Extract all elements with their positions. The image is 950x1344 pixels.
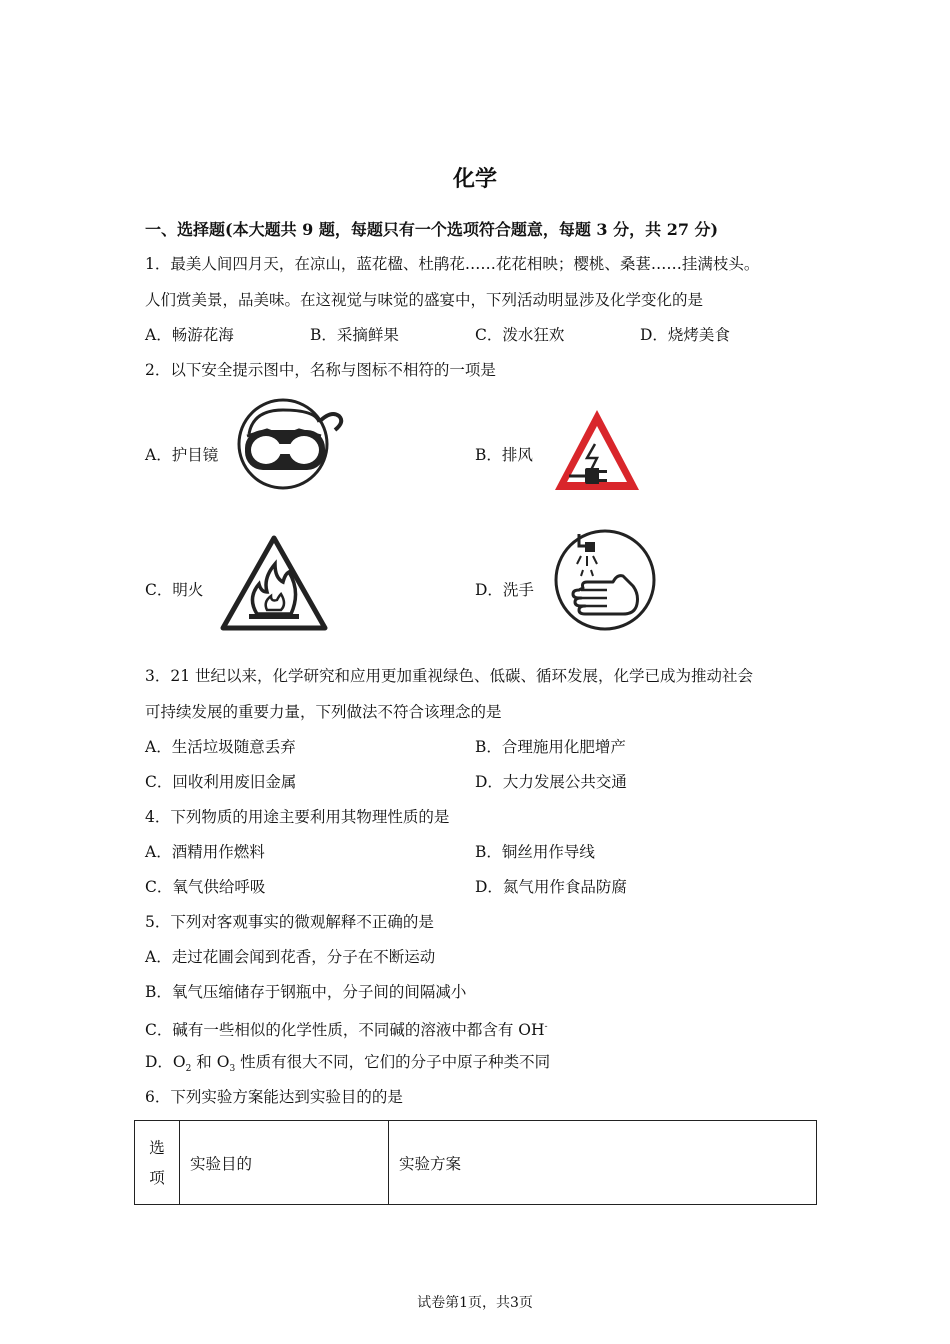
q3-option-d: D．大力发展公共交通 [475,773,627,791]
q1-option-a: A．畅游花海 [145,326,234,344]
q5-option-d-mid: 和 O [191,1053,230,1071]
header-option: 选项 [135,1121,180,1205]
hydroxide-charge: - [544,1022,548,1032]
q2-stem: 2．以下安全提示图中，名称与图标不相符的一项是 [145,361,496,379]
q3-stem-line2: 可持续发展的重要力量，下列做法不符合该理念的是 [145,703,502,721]
q5-option-d [145,1052,550,1079]
q4-stem: 4．下列物质的用途主要利用其物理性质的是 [145,808,450,826]
q3-option-c: C．回收利用废旧金属 [145,773,297,791]
q1-stem-line2: 人们赏美景，品美味。在这视觉与味觉的盛宴中，下列活动明显涉及化学变化的是 [145,291,704,309]
o2-subscript: 2 [185,1064,192,1075]
q5-option-d-pre: D．O [145,1053,186,1071]
q5-option-d-post: 性质有很大不同，它们的分子中原子种类不同 [235,1053,551,1071]
hand-washing-icon [551,528,659,632]
table-header-row [135,1121,817,1205]
open-flame-warning-icon [219,534,329,632]
q2-option-d: D．洗手 [475,581,534,599]
q5-option-b: B．氧气压缩储存于钢瓶中，分子间的间隔减小 [145,983,467,1001]
q2-option-b: B．排风 [475,446,533,464]
q4-option-a: A．酒精用作燃料 [145,843,265,861]
q1-option-d: D．烧烤美食 [640,326,730,344]
page-footer: 试卷第1页，共3页 [417,1295,533,1311]
q4-option-b: B．铜丝用作导线 [475,843,595,861]
q5-option-c-text: C．碱有一些相似的化学性质，不同碱的溶液中都含有 OH [145,1021,545,1040]
q5-option-c [145,1017,548,1040]
q3-option-b: B．合理施用化肥增产 [475,738,626,756]
q6-table [134,1120,817,1205]
section-heading: 一、选择题(本大题共 9 题，每题只有一个选项符合题意，每题 3 分，共 27 分) [145,220,719,239]
o3-subscript: 3 [229,1064,236,1075]
q1-stem-line1: 1．最美人间四月天，在凉山，蓝花楹、杜鹃花……花花相映；樱桃、桑葚……挂满枝头。 [145,255,760,273]
q4-option-d: D．氮气用作食品防腐 [475,878,627,896]
q2-option-c: C．明火 [145,581,204,599]
q2-option-a: A．护目镜 [145,446,219,464]
q3-option-a: A．生活垃圾随意丢弃 [145,738,296,756]
header-plan: 实验方案 [389,1121,817,1205]
q5-option-a: A．走过花圃会闻到花香，分子在不断运动 [145,948,436,966]
q1-option-b: B．采摘鲜果 [310,326,399,344]
page-title: 化学 [452,166,497,192]
header-purpose: 实验目的 [180,1121,389,1205]
electric-plug-warning-icon [551,406,643,494]
q5-stem: 5．下列对客观事实的微观解释不正确的是 [145,913,434,931]
q6-stem: 6．下列实验方案能达到实验目的的是 [145,1088,403,1106]
q1-option-c: C．泼水狂欢 [475,326,565,344]
goggles-icon [235,396,347,492]
q4-option-c: C．氧气供给呼吸 [145,878,266,896]
q3-stem-line1: 3．21 世纪以来，化学研究和应用更加重视绿色、低碳、循环发展，化学已成为推动社会 [145,667,754,685]
